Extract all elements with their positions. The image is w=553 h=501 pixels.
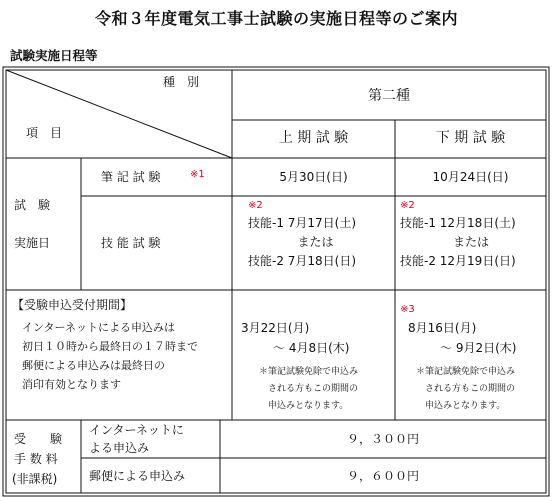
- fee-post-amount: ９，６００円: [346, 469, 419, 483]
- application-second-start: 8月16日(月): [408, 321, 477, 335]
- first-half-header: 上 期 試 験: [278, 130, 349, 146]
- application-desc-line: インターネットによる申込みは: [22, 321, 176, 334]
- section-title: 試験実施日程等: [10, 48, 98, 63]
- application-second-note: ＊筆記試験免除で申込み: [416, 367, 516, 377]
- application-desc-line: 消印有効となります: [22, 378, 121, 391]
- skill-exam-second-date-1: 技能-1 12月18日(土): [400, 216, 516, 230]
- fee-label-1: 受 験: [14, 432, 63, 446]
- application-first-note: 申込みとなります。: [268, 401, 349, 411]
- application-first-note: される方もこの期間の: [268, 384, 359, 394]
- application-first-end: ～ 4月8日(木): [273, 341, 350, 355]
- fee-label-2: 手 数 料: [14, 452, 58, 466]
- application-first-start: 3月22日(月): [241, 321, 310, 335]
- fee-internet-label-1: インターネットに: [89, 423, 184, 437]
- skill-exam-first-or: または: [297, 235, 334, 249]
- item-header: 項 目: [26, 126, 63, 140]
- application-heading: 【受験申込受付期間】: [12, 298, 133, 312]
- category-header: 第二種: [368, 88, 410, 104]
- type-header: 種 別: [163, 75, 200, 89]
- fee-label-3: (非課税): [12, 472, 58, 486]
- written-exam-note-mark: ※1: [190, 169, 205, 180]
- written-exam-label: 筆 記 試 験: [101, 170, 161, 184]
- skill-exam-second-date-2: 技能-2 12月19日(日): [400, 254, 516, 268]
- written-exam-first-date: 5月30日(日): [279, 170, 348, 184]
- second-half-header: 下 期 試 験: [435, 130, 506, 146]
- skill-exam-second-note-mark: ※2: [400, 200, 415, 211]
- application-second-note: される方もこの期間の: [425, 384, 516, 394]
- skill-exam-first-note-mark: ※2: [248, 200, 263, 211]
- exam-row-label-1: 試 験: [14, 198, 51, 212]
- application-desc-line: 郵便による申込みは最終日の: [22, 359, 165, 372]
- exam-row-label-2: 実施日: [14, 236, 51, 250]
- skill-exam-label: 技 能 試 験: [101, 236, 161, 250]
- fee-post-label: 郵便による申込み: [89, 469, 186, 483]
- fee-internet-label-2: よる申込み: [89, 441, 150, 455]
- skill-exam-first-date-2: 技能-2 7月18日(日): [248, 254, 357, 268]
- skill-exam-first-date-1: 技能-1 7月17日(土): [248, 216, 357, 230]
- application-second-note: 申込みとなります。: [425, 401, 506, 411]
- page-title: 令和３年度電気工事士試験の実施日程等のご案内: [94, 9, 458, 28]
- application-second-end: ～ 9月2日(木): [440, 341, 517, 355]
- application-desc-line: 初日１０時から最終日の１７時まで: [22, 340, 198, 353]
- application-first-note: ＊筆記試験免除で申込み: [259, 367, 359, 377]
- skill-exam-second-or: または: [452, 235, 489, 249]
- written-exam-second-date: 10月24日(日): [432, 170, 509, 184]
- application-second-note-mark: ※3: [400, 304, 415, 315]
- fee-internet-amount: ９，３００円: [346, 432, 419, 446]
